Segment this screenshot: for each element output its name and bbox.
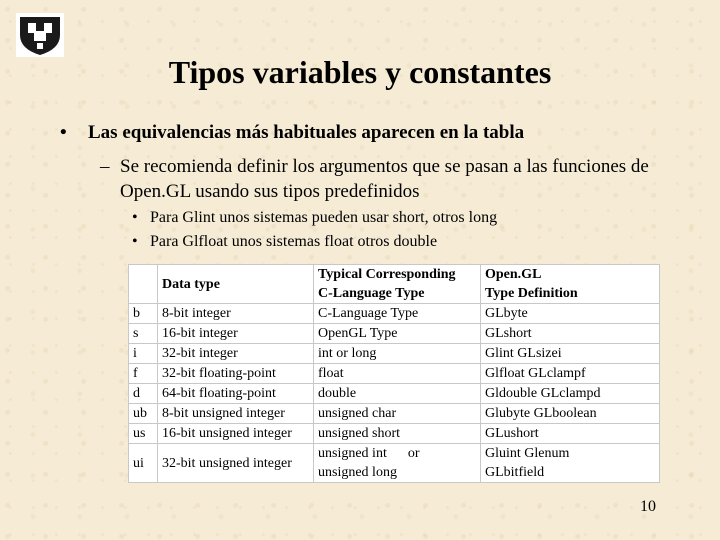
data-types-table bbox=[128, 264, 660, 483]
suffix-cell: us bbox=[129, 424, 158, 444]
gl-type-cell: GLbyte bbox=[481, 304, 660, 324]
data-type-cell: 8-bit integer bbox=[158, 304, 314, 324]
gl-type-line1: Gluint Glenum bbox=[485, 446, 570, 461]
suffix-cell: d bbox=[129, 384, 158, 404]
data-type-cell: 32-bit unsigned integer bbox=[158, 444, 314, 483]
c-type-line2: unsigned long bbox=[318, 465, 397, 480]
table-row bbox=[129, 444, 660, 483]
data-type-cell: 64-bit floating-point bbox=[158, 384, 314, 404]
c-type-cell: OpenGL Type bbox=[314, 324, 481, 344]
bullet-text: Las equivalencias más habituales aparecen en la tabla bbox=[88, 122, 525, 143]
c-type-cell: C-Language Type bbox=[314, 304, 481, 324]
data-type-cell: 32-bit integer bbox=[158, 344, 314, 364]
header-c-type-line1: Typical Corresponding bbox=[318, 267, 456, 282]
gl-type-cell: GLshort bbox=[481, 324, 660, 344]
page-number: 10 bbox=[640, 498, 656, 515]
header-suffix-cell bbox=[129, 265, 158, 304]
c-type-cell: float bbox=[314, 364, 481, 384]
gl-type-line2: GLbitfield bbox=[485, 465, 545, 480]
table-row bbox=[129, 324, 660, 344]
gl-type-cell: Glfloat GLclampf bbox=[481, 364, 660, 384]
gl-type-cell: Gldouble GLclampd bbox=[481, 384, 660, 404]
table-row bbox=[129, 384, 660, 404]
data-type-cell: 32-bit floating-point bbox=[158, 364, 314, 384]
bullet-dash: – bbox=[100, 156, 110, 177]
university-shield-logo bbox=[16, 13, 64, 57]
gl-type-cell bbox=[481, 444, 660, 483]
suffix-cell: i bbox=[129, 344, 158, 364]
table-row bbox=[129, 404, 660, 424]
suffix-cell: f bbox=[129, 364, 158, 384]
header-c-type-line2: C-Language Type bbox=[318, 286, 425, 301]
header-data-type: Data type bbox=[158, 265, 314, 304]
c-type-cell: int or long bbox=[314, 344, 481, 364]
c-type-cell: unsigned short bbox=[314, 424, 481, 444]
header-c-type bbox=[314, 265, 481, 304]
gl-type-cell: Glubyte GLboolean bbox=[481, 404, 660, 424]
gl-type-cell: Glint GLsizei bbox=[481, 344, 660, 364]
table-header-row bbox=[129, 265, 660, 304]
table-row bbox=[129, 344, 660, 364]
bullet-dot: • bbox=[132, 233, 138, 250]
gl-type-cell: GLushort bbox=[481, 424, 660, 444]
table-row bbox=[129, 364, 660, 384]
bullet-dot: • bbox=[132, 209, 138, 226]
header-gl-type-line2: Type Definition bbox=[485, 286, 578, 301]
data-type-cell: 8-bit unsigned integer bbox=[158, 404, 314, 424]
suffix-cell: s bbox=[129, 324, 158, 344]
data-type-cell: 16-bit integer bbox=[158, 324, 314, 344]
bullet-text: Se recomienda definir los argumentos que se pasan a las funciones de Open.GL usando sus tipos predefinidos bbox=[120, 156, 649, 202]
data-type-cell: 16-bit unsigned integer bbox=[158, 424, 314, 444]
table-row bbox=[129, 424, 660, 444]
suffix-cell: ui bbox=[129, 444, 158, 483]
bullet-text: Para Glfloat unos sistemas float otros double bbox=[150, 233, 438, 250]
suffix-cell: b bbox=[129, 304, 158, 324]
suffix-cell: ub bbox=[129, 404, 158, 424]
c-type-cell: double bbox=[314, 384, 481, 404]
slide-title: Tipos variables y constantes bbox=[168, 54, 552, 90]
table-row bbox=[129, 304, 660, 324]
c-type-cell: unsigned char bbox=[314, 404, 481, 424]
header-gl-type bbox=[481, 265, 660, 304]
c-type-line1: unsigned int or bbox=[318, 446, 420, 461]
bullet-dot: • bbox=[60, 122, 67, 143]
header-gl-type-line1: Open.GL bbox=[485, 267, 542, 282]
c-type-cell bbox=[314, 444, 481, 483]
bullet-text: Para Glint unos sistemas pueden usar short, otros long bbox=[150, 209, 498, 226]
